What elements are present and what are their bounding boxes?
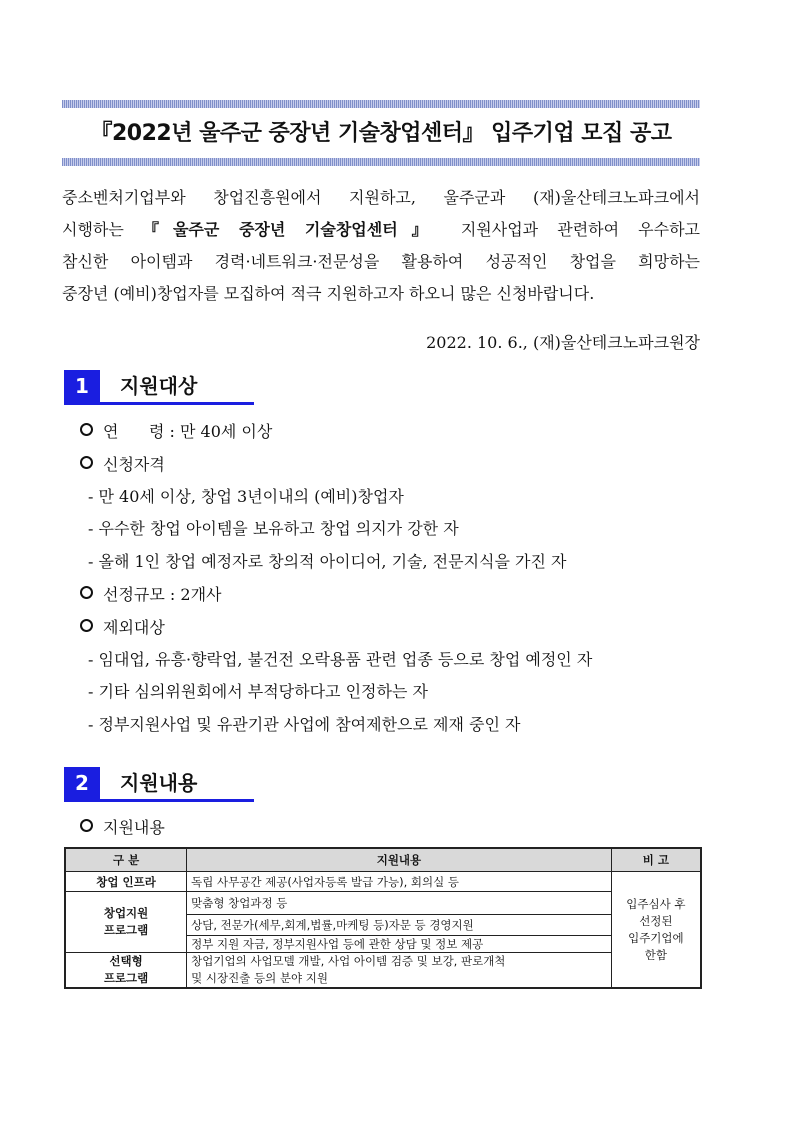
- page-title: 『2022년 울주군 중장년 기술창업센터』 입주기업 모집 공고: [90, 121, 672, 146]
- exclusion-sub-3: - 정부지원사업 및 유관기관 사업에 참여제한으로 제재 중인 자: [88, 715, 521, 734]
- circle-bullet-icon: [80, 619, 93, 632]
- note-line-4: 한함: [644, 947, 667, 962]
- exclusion-text: 제외대상: [103, 618, 165, 637]
- circle-bullet-icon: [80, 586, 93, 599]
- qualification-sub-2: - 우수한 창업 아이템을 보유하고 창업 의지가 강한 자: [88, 519, 459, 538]
- exclusion-sub-2: - 기타 심의위원회에서 부적당하다고 인정하는 자: [88, 682, 428, 701]
- circle-bullet-icon: [80, 819, 93, 832]
- exclusion-item: [80, 617, 165, 639]
- note-line-3: 입주기업에: [628, 930, 684, 945]
- qualification-sub-3: - 올해 1인 창업 예정자로 창의적 아이디어, 기술, 전문지식을 가진 자: [88, 552, 567, 571]
- optional-content: [187, 953, 612, 989]
- scale-text: 선정규모 : 2개사: [103, 585, 222, 604]
- category-program-line-1: 창업지원: [103, 906, 149, 920]
- note-line-1: 입주심사 후: [626, 896, 686, 911]
- program-content-1: 맞춤형 창업과정 등: [187, 892, 612, 915]
- qualification-sub-1: - 만 40세 이상, 창업 3년이내의 (예비)창업자: [88, 487, 404, 506]
- support-content-text: 지원내용: [103, 818, 165, 837]
- section-2-underline: [64, 799, 254, 802]
- header-category: 구 분: [65, 848, 187, 872]
- exclusion-sub-1: - 임대업, 유흥·향락업, 불건전 오락용품 관련 업종 등으로 창업 예정인 자: [88, 650, 593, 669]
- qualification-item: [80, 454, 165, 476]
- note-cell: [611, 872, 701, 989]
- infra-content: 독립 사무공간 제공(사업자등록 발급 가능), 회의실 등: [187, 872, 612, 892]
- header-content: 지원내용: [187, 848, 612, 872]
- support-content-item: [80, 817, 165, 839]
- intro-paragraph: [62, 182, 700, 310]
- section-1-underline: [64, 402, 254, 405]
- intro-program-name: 『울주군 중장년 기술창업센터』: [142, 220, 442, 239]
- category-optional: [65, 953, 187, 989]
- intro-line-4: 중장년 (예비)창업자를 모집하여 적극 지원하고자 하오니 많은 신청바랍니다.: [62, 284, 595, 303]
- intro-line-2: [62, 214, 700, 246]
- optional-content-line-2: 및 시장진출 등의 분야 지원: [191, 971, 328, 985]
- section-2-title: 지원내용: [120, 771, 198, 795]
- age-text: 연 령 : 만 40세 이상: [103, 422, 273, 441]
- category-optional-line-2: 프로그램: [103, 971, 149, 985]
- optional-content-line-1: 창업기업의 사업모델 개발, 사업 아이템 검증 및 보강, 판로개척: [191, 954, 506, 968]
- program-content-3: 정부 지원 자금, 정부지원사업 등에 관한 상담 및 정보 제공: [187, 936, 612, 953]
- scale-item: [80, 584, 221, 606]
- section-1-number: 1: [64, 370, 100, 402]
- section-2-number: 2: [64, 767, 100, 799]
- age-item: [80, 421, 272, 443]
- intro-line-3: 참신한 아이템과 경력·네트워크·전문성을 활용하여 성공적인 창업을 희망하는: [62, 252, 700, 271]
- section-1-title: 지원대상: [120, 374, 198, 398]
- intro-line-2-pre: 시행하는: [62, 220, 124, 239]
- title-bottom-bar: [62, 158, 700, 166]
- note-line-2: 선정된: [639, 913, 673, 928]
- program-content-2: 상담, 전문가(세무,회계,법률,마케팅 등)자문 등 경영지원: [187, 915, 612, 936]
- support-table: [64, 847, 702, 989]
- announcement-date: 2022. 10. 6., (재)울산테크노파크원장: [426, 333, 700, 352]
- category-infra: 창업 인프라: [65, 872, 187, 892]
- qualification-text: 신청자격: [103, 455, 165, 474]
- category-program-line-2: 프로그램: [103, 923, 149, 937]
- intro-line-2-post: 지원사업과 관련하여 우수하고: [460, 220, 700, 239]
- category-optional-line-1: 선택형: [109, 954, 143, 968]
- category-program: [65, 892, 187, 953]
- circle-bullet-icon: [80, 423, 93, 436]
- intro-line-1: 중소벤처기업부와 창업진흥원에서 지원하고, 울주군과 (재)울산테크노파크에서: [62, 188, 700, 207]
- header-note: 비 고: [611, 848, 701, 872]
- title-top-bar: [62, 100, 700, 108]
- circle-bullet-icon: [80, 456, 93, 469]
